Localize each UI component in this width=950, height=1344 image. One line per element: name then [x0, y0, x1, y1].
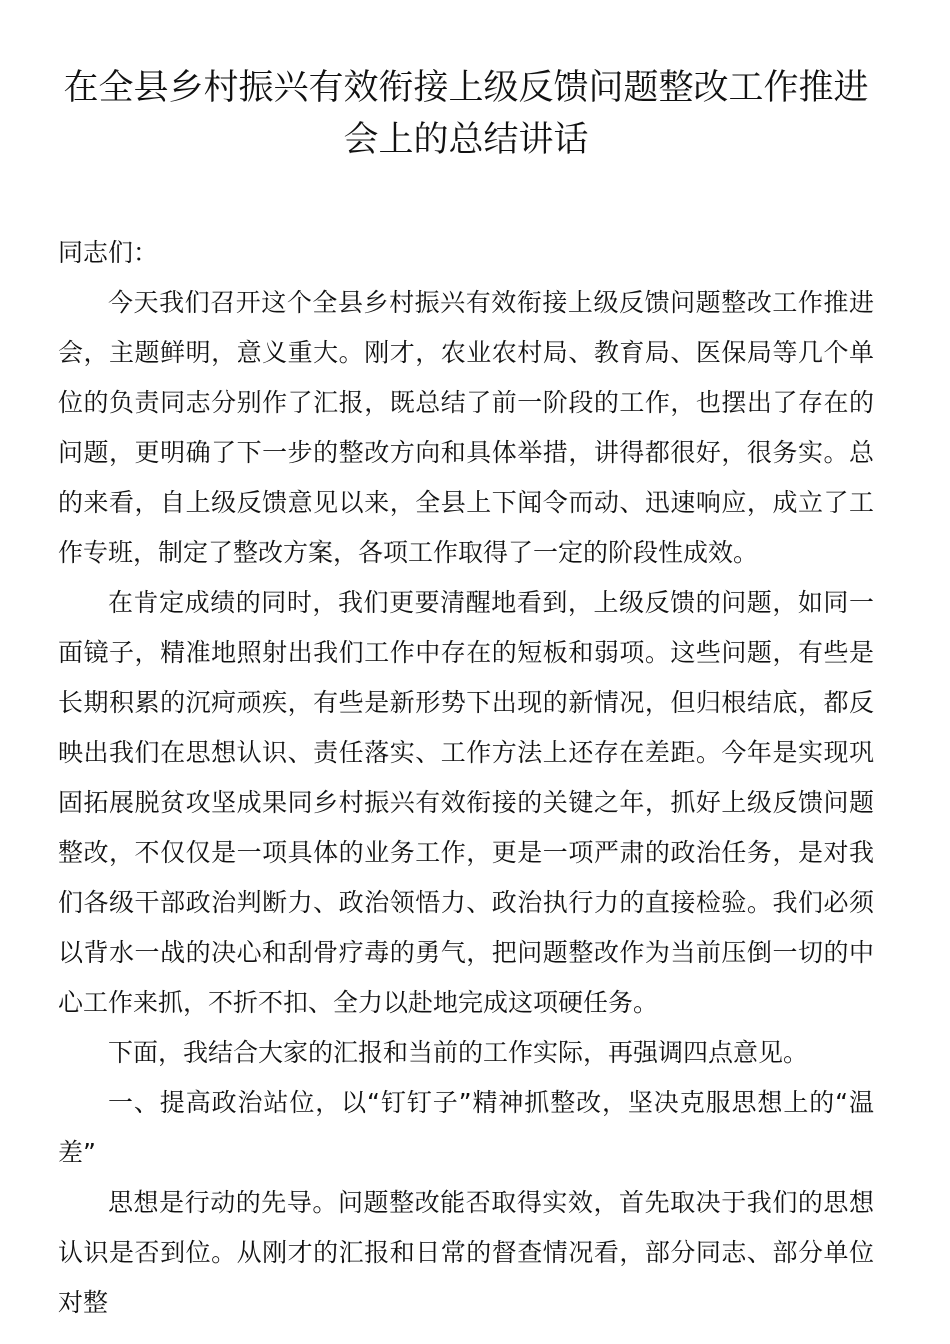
document-title: 在全县乡村振兴有效衔接上级反馈问题整改工作推进会上的总结讲话	[63, 68, 869, 160]
paragraph-problems: 在肯定成绩的同时，我们更要清醒地看到，上级反馈的问题，如同一面镜子，精准地照射出我们工作中存在的短板和弱项。这些问题，有些是长期积累的沉疴顽疾，有些是新形势下出现的新情况，但归根结底，都反映出我们在思想认识、责任落实、工作方法上还存在差距。今年是实现巩固拓展脱贫攻坚成果同乡村振兴有效衔接的关键之年，抓好上级反馈问题整改，不仅仅是一项具体的业务工作，更是一项严肃的政治任务，是对我们各级干部政治判断力、政治领悟力、政治执行力的直接检验。我们必须以背水一战的决心和刮骨疗毒的勇气，把问题整改作为当前压倒一切的中心工作来抓，不折不扣、全力以赴地完成这项硬任务。	[58, 588, 874, 1017]
salutation: 同志们：	[58, 238, 159, 267]
paragraph-section-1: 思想是行动的先导。问题整改能否取得实效，首先取决于我们的思想认识是否到位。从刚才的汇报和日常的督查情况看，部分同志、部分单位对整	[58, 1188, 874, 1317]
paragraph-intro: 今天我们召开这个全县乡村振兴有效衔接上级反馈问题整改工作推进会，主题鲜明，意义重大。刚才，农业农村局、教育局、医保局等几个单位的负责同志分别作了汇报，既总结了前一阶段的工作，也摆出了存在的问题，更明确了下一步的整改方向和具体举措，讲得都很好，很务实。总的来看，自上级反馈意见以来，全县上下闻令而动、迅速响应，成立了工作专班，制定了整改方案，各项工作取得了一定的阶段性成效。	[58, 288, 874, 567]
paragraph-four-points: 下面，我结合大家的汇报和当前的工作实际，再强调四点意见。	[108, 1038, 809, 1067]
section-heading-1: 一、提高政治站位，以“钉钉子”精神抓整改，坚决克服思想上的“温差”	[58, 1088, 874, 1167]
document-body	[58, 228, 874, 1328]
